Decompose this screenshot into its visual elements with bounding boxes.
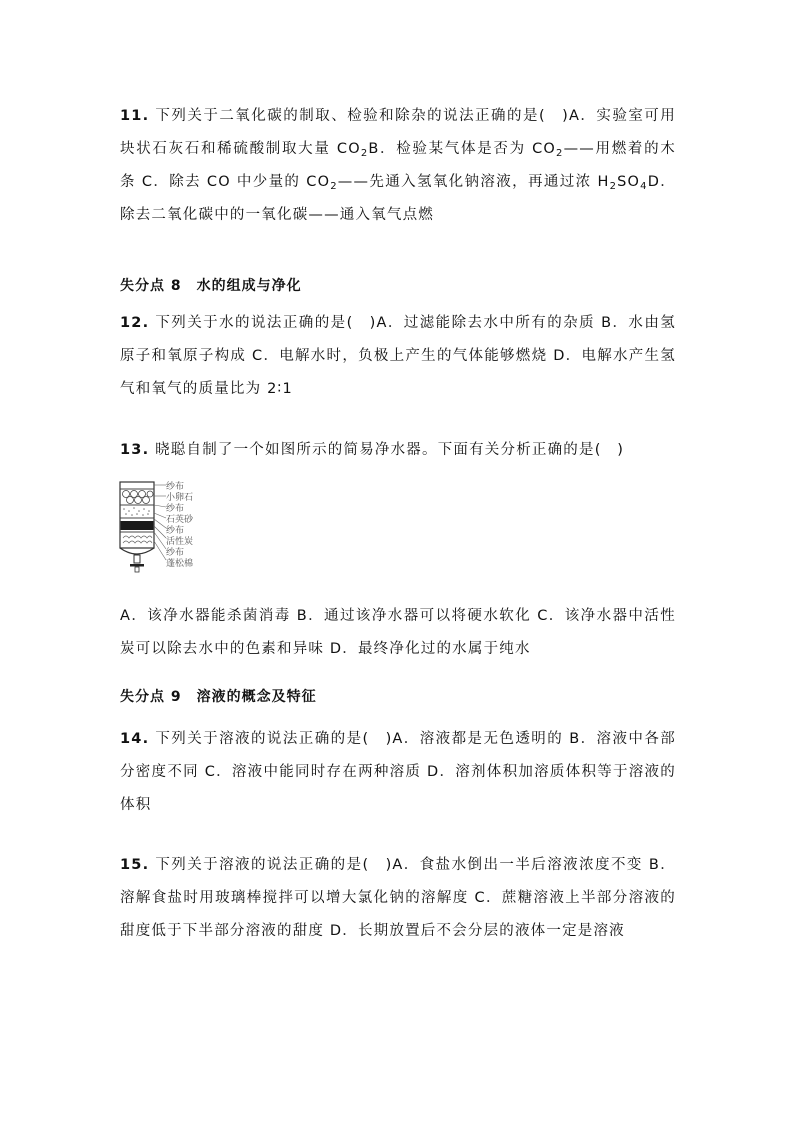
- question-13: 13. 晓聪自制了一个如图所示的简易净水器。下面有关分析正确的是( ): [120, 442, 625, 458]
- question-number: 11.: [120, 108, 150, 124]
- section-heading-9: 失分点 9 溶液的概念及特征: [120, 689, 317, 705]
- water-filter-diagram: [116, 480, 218, 580]
- figure-label: 小卵石: [166, 493, 194, 503]
- figure-label: 石英砂: [166, 515, 194, 525]
- water-filter-figure: [116, 480, 218, 580]
- question-number: 12.: [120, 315, 150, 331]
- question-14: 14. 下列关于溶液的说法正确的是( )A．溶液都是无色透明的 B．溶液中各部分密度不同 C．溶液中能同时存在两种溶质 D．溶剂体积加溶质体积等于溶液的体积: [120, 731, 676, 813]
- question-13-options: A．该净水器能杀菌消毒 B．通过该净水器可以将硬水软化 C．该净水器中活性炭可以除去水中的色素和异味 D．最终净化过的水属于纯水: [120, 608, 676, 657]
- question-number: 14.: [120, 731, 150, 747]
- figure-label: 纱布: [166, 504, 185, 514]
- section-heading-8: 失分点 8 水的组成与净化: [120, 278, 302, 294]
- question-11: 11. 下列关于二氧化碳的制取、检验和除杂的说法正确的是( )A．实验室可用块状石灰石和稀硫酸制取大量 $CO_2B$．检验某气体是否为 $CO_2——$用燃着的木条 C．除去 CO 中少量的 $CO_2——$先通入氢氧化钠溶液，再通过浓 $H_2SO_4D$．除去二氧化碳中的一氧化碳——通入氧气点燃: [120, 108, 676, 223]
- question-12: 12. 下列关于水的说法正确的是( )A．过滤能除去水中所有的杂质 B．水由氢原子和氧原子构成 C．电解水时，负极上产生的气体能够燃烧 D．电解水产生氢气和氧气的质量比为 2∶1: [120, 315, 676, 397]
- figure-label: 活性炭: [166, 537, 194, 547]
- figure-label: 纱布: [166, 548, 185, 558]
- figure-label: 蓬松棉: [166, 559, 194, 569]
- question-number: 15.: [120, 857, 150, 873]
- question-number: 13.: [120, 442, 150, 458]
- figure-label: 纱布: [166, 482, 185, 492]
- question-15: 15. 下列关于溶液的说法正确的是( )A．食盐水倒出一半后溶液浓度不变 B．溶解食盐时用玻璃棒搅拌可以增大氯化钠的溶解度 C．蔗糖溶液上半部分溶液的甜度低于下半部分溶液的甜度 D．长期放置后不会分层的液体一定是溶液: [120, 857, 676, 939]
- figure-label: 纱布: [166, 526, 185, 536]
